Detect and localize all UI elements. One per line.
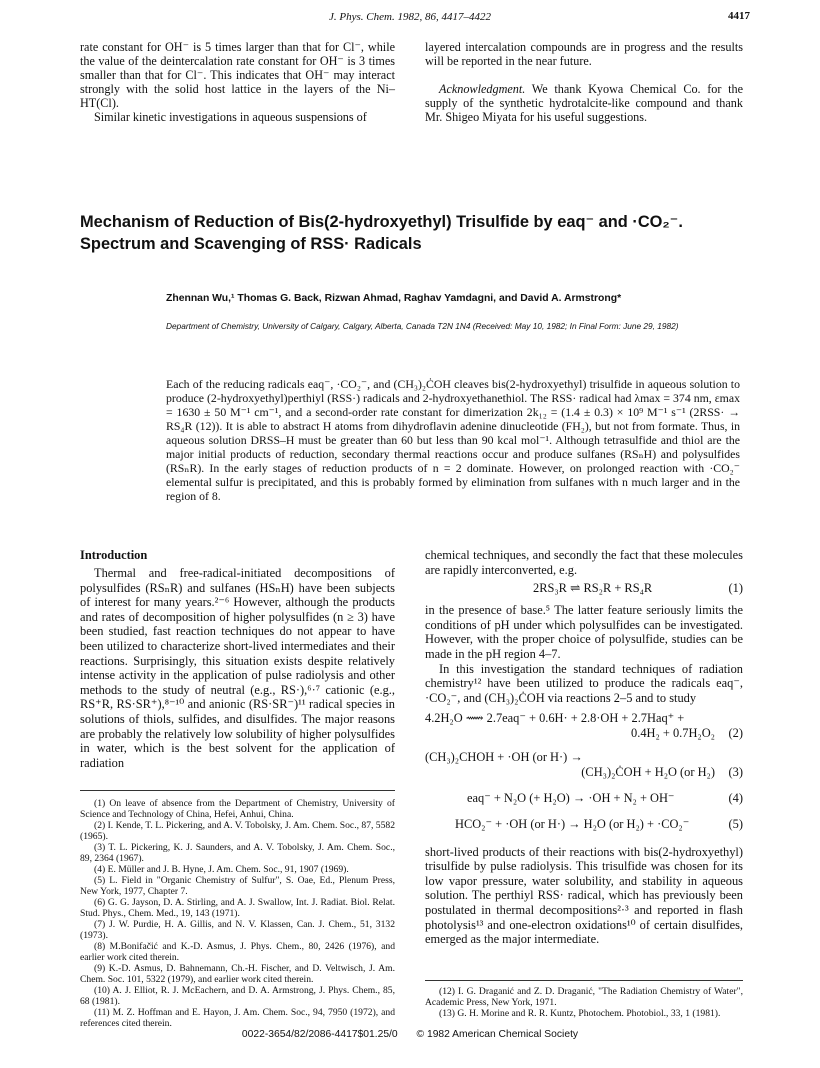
affiliation: Department of Chemistry, University of Calgary, Calgary, Alberta, Canada T2N 1N4 (Received: May 10, 1982; In Final Form: June 29, 1982)	[166, 321, 679, 331]
left-column	[80, 548, 395, 770]
equation-number: (2)	[728, 725, 743, 740]
equation-text: (CH₃)₂CHOH + ·OH (or H·) →	[425, 749, 583, 764]
equation-5	[425, 817, 743, 833]
page-footer	[0, 1029, 820, 1040]
equation-number: (5)	[728, 816, 743, 831]
section-heading-introduction: Introduction	[80, 548, 148, 562]
footnote-rule-left	[80, 790, 395, 791]
equation-text: 4.2H₂O ⟿ 2.7eaq⁻ + 0.6H· + 2.8·OH + 2.7Haq⁺ +	[425, 711, 685, 726]
equation-1	[425, 581, 743, 597]
equation-number: (4)	[728, 790, 743, 805]
acknowledgment	[425, 82, 743, 124]
footnote: (5) L. Field in "Organic Chemistry of Sulfur", S. Oae, Ed., Plenum Press, New York, 1977, Chapter 7.	[80, 875, 395, 897]
prev-para-right: layered intercalation compounds are in progress and the results will be reported in the near future.	[425, 40, 743, 68]
abstract: Each of the reducing radicals eaq⁻, ·CO₂⁻, and (CH₃)₂ĊOH cleaves bis(2-hydroxyethyl) trisulfide in aqueous solution to produce (2-hydroxyethyl)perthiyl (RSS·) radicals and 2-hydroxyethanethiol. The RSS· radical had λmax = 374 nm, εmax = 1630 ± 50 M⁻¹ cm⁻¹, and a second-order rate constant for dimerization 2k₁₂ = (1.4 ± 0.3) × 10⁹ M⁻¹ s⁻¹ (2RSS· → RS₄R (12)). It is able to abstract H atoms from dihydroflavin adenine dinucleotide (FH₂), but not from formate. Thus, in aqueous solution DRSS–H must be greater than 60 but less than 90 kcal mol⁻¹. Although tetrasulfide and thiol are the major initial products of reduction, secondary thermal reactions occur and produce sulfanes (RSₙH) and polysulfides (RSₙR). In the early stages of reduction products of n = 2 dominate. However, on prolonged reaction with ·CO₂⁻ elemental sulfur is precipitated, and this is probably formed by elimination from sulfanes with n much larger and in the region of 8.	[166, 377, 740, 503]
footnote: (2) I. Kende, T. L. Pickering, and A. V. Tobolsky, J. Am. Chem. Soc., 87, 5582 (1965).	[80, 820, 395, 842]
ack-label: Acknowledgment.	[439, 82, 526, 96]
equation-2	[425, 711, 743, 742]
prev-para-2: Similar kinetic investigations in aqueous suspensions of	[94, 110, 367, 124]
paragraph: short-lived products of their reactions with bis(2-hydroxyethyl) trisulfide by pulse radiolysis. This trisulfide was chosen for its low vapor pressure, water solubility, and stability in aqueous solution. The perthiyl RSS· radical, which has previously been postulated in thermal decompositions²·³ and reported in flash photolysis¹³ and one-electron oxidations¹⁰ of certain disulfides, emerged as the major intermediate.	[425, 844, 743, 947]
equation-text: 0.4H₂ + 0.7H₂O₂	[631, 725, 715, 740]
paragraph: in the presence of base.⁵ The latter feature seriously limits the conditions of pH under which polysulfides can be investigated. However, with the proper choice of polysulfide, studies can be made in the pH region 4–7.	[425, 603, 743, 661]
equation-line	[425, 765, 743, 781]
footnotes-right	[425, 986, 743, 1019]
equation-4	[425, 791, 743, 807]
right-column	[425, 548, 743, 947]
equation-text: (CH₃)₂ĊOH + H₂O (or H₂)	[581, 764, 715, 779]
footnote: (9) K.-D. Asmus, D. Bahnemann, Ch.-H. Fischer, and D. Veltwisch, J. Am. Chem. Soc. 101, 5322 (1979), and earlier work cited therein.	[80, 963, 395, 985]
prev-para: rate constant for OH⁻ is 5 times larger than that for Cl⁻, while the value of the deintercalation rate constant for OH⁻ is 3 times smaller than that for Cl⁻. This indicates that OH⁻ may interact strongly with the solid host lattice in the layers of the Ni–HT(Cl).	[80, 40, 395, 110]
authors: Zhennan Wu,¹ Thomas G. Back, Rizwan Ahmad, Raghav Yamdagni, and David A. Armstrong*	[166, 293, 622, 304]
equation-number: (3)	[728, 764, 743, 779]
equation-3	[425, 750, 743, 781]
prev-article-left	[80, 40, 395, 124]
ack-text: We thank Kyowa Chemical Co. for the supply of the synthetic hydrotalcite-like compound and thank Mr. Shigeo Miyata for his useful suggestions.	[425, 82, 744, 124]
intro-paragraph: Thermal and free-radical-initiated decompositions of polysulfides (RSₙR) and sulfanes (HSₙH) have been subjects of interest for many years.²⁻⁶ However, although the products and rates of decomposition of higher polysulfides (n ≥ 3) have been studied, fast reaction techniques do not appear to have been utilized to characterize short-lived intermediates and their reactions. Surprisingly, this situation exists despite relatively intense activity in the application of pulse radiolysis and other methods to the study of neutral (e.g., RS·),⁶·⁷ cationic (e.g., RS⁺R, RS·SR⁺),⁸⁻¹⁰ and anionic (RS·SR⁻)¹¹ radical species in solutions of thiols, sulfides, and disulfides. The major reasons are probably the relatively low solubility of higher polysulfides in water, which is the best solvent for the application of radiation	[80, 566, 395, 770]
footnote: (6) G. G. Jayson, D. A. Stirling, and A. J. Swallow, Int. J. Radiat. Biol. Relat. Stud. Phys., Chem. Med., 19, 143 (1971).	[80, 897, 395, 919]
equation-text: 2RS₃R ⇌ RS₂R + RS₄R	[533, 581, 653, 596]
footnote: (7) J. W. Purdie, H. A. Gillis, and N. V. Klassen, Can. J. Chem., 51, 3132 (1973).	[80, 919, 395, 941]
page-number: 4417	[728, 10, 750, 22]
footnote: (3) T. L. Pickering, K. J. Saunders, and A. V. Tobolsky, J. Am. Chem. Soc., 89, 2364 (1967).	[80, 842, 395, 864]
footnote: (8) M.Bonifačić and K.-D. Asmus, J. Phys. Chem., 80, 2426 (1976), and earlier work cited therein.	[80, 941, 395, 963]
prev-article-right	[425, 40, 743, 124]
equation-number: (1)	[728, 581, 743, 596]
footnote: (12) I. G. Draganić and Z. D. Draganić, "The Radiation Chemistry of Water", Academic Press, New York, 1971.	[425, 986, 743, 1008]
article-title: Mechanism of Reduction of Bis(2-hydroxyethyl) Trisulfide by eaq⁻ and ·CO₂⁻. Spectrum and Scavenging of RSS· Radicals	[80, 213, 683, 253]
footnote: (4) E. Müller and J. B. Hyne, J. Am. Chem. Soc., 91, 1907 (1969).	[94, 864, 349, 875]
equation-line	[425, 726, 743, 742]
footnote: (1) On leave of absence from the Department of Chemistry, University of Science and Technology of China, Hefei, Anhui, China.	[80, 798, 395, 820]
footnote-rule-right	[425, 980, 743, 981]
paragraph: In this investigation the standard techniques of radiation chemistry¹² have been utilized to produce the radicals eaq⁻, ·CO₂⁻, and (CH₃)₂ĊOH via reactions 2–5 and to study	[425, 661, 743, 705]
footnote: (11) M. Z. Hoffman and E. Hayon, J. Am. Chem. Soc., 94, 7950 (1972), and references cited therein.	[80, 1007, 395, 1029]
equation-text: eaq⁻ + N₂O (+ H₂O) → ·OH + N₂ + OH⁻	[467, 790, 675, 805]
running-head: J. Phys. Chem. 1982, 86, 4417–4422	[329, 11, 491, 23]
footer-copyright: © 1982 American Chemical Society	[416, 1029, 579, 1040]
equation-text: HCO₂⁻ + ·OH (or H·) → H₂O (or H₂) + ·CO₂⁻	[455, 816, 690, 831]
footer-code: 0022-3654/82/2086-4417$01.25/0	[241, 1029, 398, 1040]
footnotes-left	[80, 798, 395, 1029]
footnote: (10) A. J. Elliot, R. J. McEachern, and D. A. Armstrong, J. Phys. Chem., 85, 68 (1981).	[80, 985, 395, 1007]
footnote: (13) G. H. Morine and R. R. Kuntz, Photochem. Photobiol., 33, 1 (1981).	[439, 1008, 721, 1019]
paragraph: chemical techniques, and secondly the fact that these molecules are rapidly interconverted, e.g.	[425, 548, 743, 577]
